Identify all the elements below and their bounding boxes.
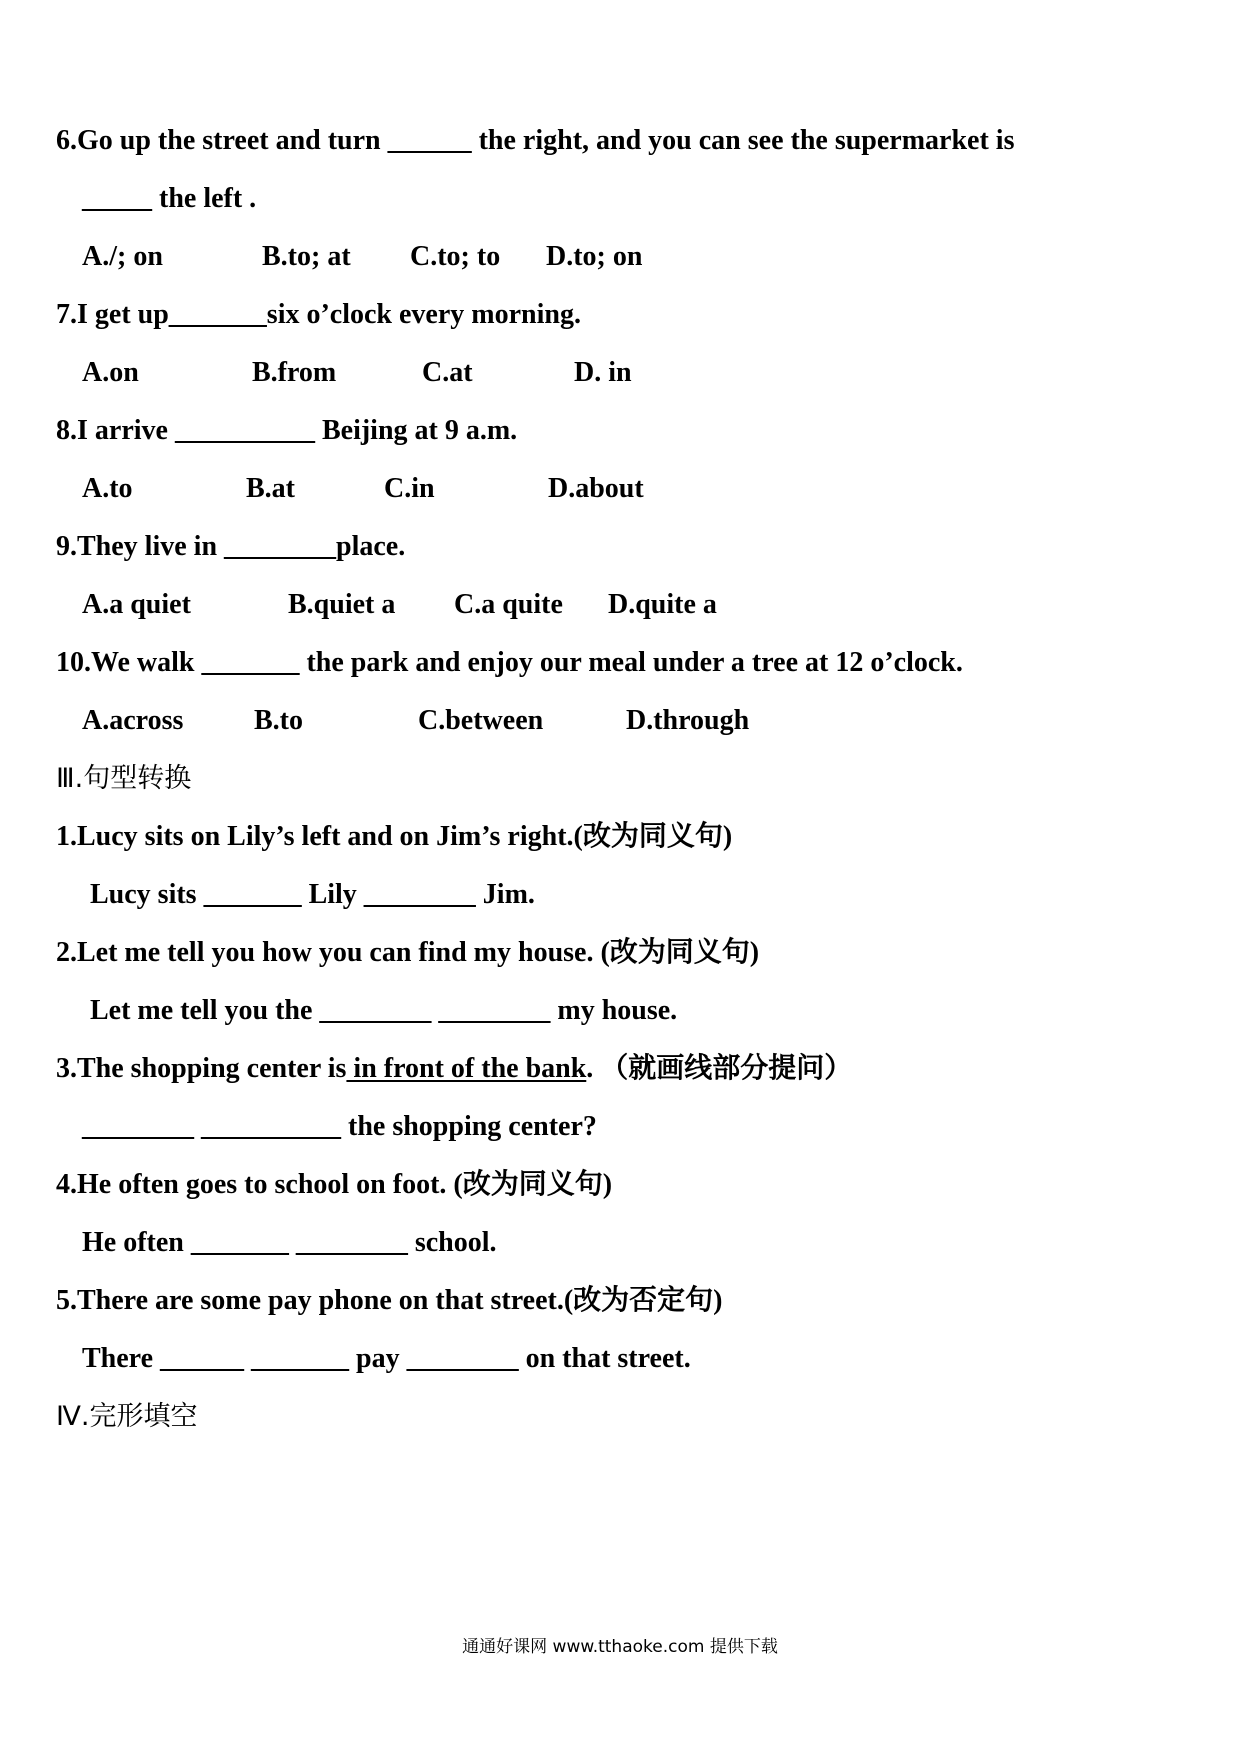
- section-4-heading: Ⅳ.完形填空: [56, 1401, 198, 1432]
- question-8-stem: 8.I arrive __________ Beijing at 9 a.m.: [56, 415, 518, 446]
- question-9-option-a: A.a quiet: [82, 589, 191, 620]
- transform-3-prompt-start: 3.The shopping center is: [56, 1053, 347, 1084]
- question-6-option-d: D.to; on: [546, 241, 643, 272]
- question-8-option-b: B.at: [246, 473, 295, 504]
- question-7-stem: 7.I get up_______six o’clock every morning.: [56, 299, 581, 330]
- transform-3-answer-line: ________ __________ the shopping center?: [82, 1111, 597, 1142]
- transform-5-answer-line: There ______ _______ pay ________ on that street.: [82, 1343, 691, 1374]
- question-9-option-b: B.quiet a: [288, 589, 396, 620]
- question-10-option-d: D.through: [626, 705, 750, 736]
- transform-5-prompt: 5.There are some pay phone on that street.(改为否定句): [56, 1285, 723, 1316]
- question-7-option-a: A.on: [82, 357, 139, 388]
- transform-4-answer-line: He often _______ ________ school.: [82, 1227, 497, 1258]
- question-10-option-a: A.across: [82, 705, 184, 736]
- question-7-option-d: D. in: [574, 357, 632, 388]
- question-8-option-d: D.about: [548, 473, 644, 504]
- question-9-option-d: D.quite a: [608, 589, 717, 620]
- section-3-heading: Ⅲ.句型转换: [56, 763, 192, 794]
- transform-3-underlined-phrase: in front of the bank: [346, 1053, 587, 1084]
- question-7-option-b: B.from: [252, 357, 337, 388]
- question-6-option-b: B.to; at: [262, 241, 351, 272]
- transform-4-prompt: 4.He often goes to school on foot. (改为同义句): [56, 1169, 613, 1200]
- question-10-stem: 10.We walk _______ the park and enjoy our meal under a tree at 12 o’clock.: [56, 647, 963, 678]
- question-10-option-c: C.between: [418, 705, 544, 736]
- question-10-option-b: B.to: [254, 705, 303, 736]
- question-7-option-c: C.at: [422, 357, 473, 388]
- question-6-stem-line2: _____ the left .: [82, 183, 257, 214]
- transform-1-prompt: 1.Lucy sits on Lily’s left and on Jim’s right.(改为同义句): [56, 821, 733, 852]
- question-8-option-c: C.in: [384, 473, 435, 504]
- transform-3-prompt-end: . （就画线部分提问）: [586, 1053, 853, 1084]
- transform-3-prompt: [56, 1052, 852, 1086]
- transform-1-answer-line: Lucy sits _______ Lily ________ Jim.: [90, 879, 535, 910]
- transform-2-prompt: 2.Let me tell you how you can find my house. (改为同义句): [56, 937, 760, 968]
- transform-2-answer-line: Let me tell you the ________ ________ my house.: [90, 995, 678, 1026]
- question-6-option-c: C.to; to: [410, 241, 501, 272]
- question-8-option-a: A.to: [82, 473, 133, 504]
- question-9-stem: 9.They live in ________place.: [56, 531, 406, 562]
- question-6-stem-line1: 6.Go up the street and turn ______ the right, and you can see the supermarket is: [56, 125, 1015, 156]
- question-9-option-c: C.a quite: [454, 589, 563, 620]
- footer-source-text: 通通好课网 www.tthaoke.com 提供下载: [462, 1637, 778, 1657]
- question-6-option-a: A./; on: [82, 241, 163, 272]
